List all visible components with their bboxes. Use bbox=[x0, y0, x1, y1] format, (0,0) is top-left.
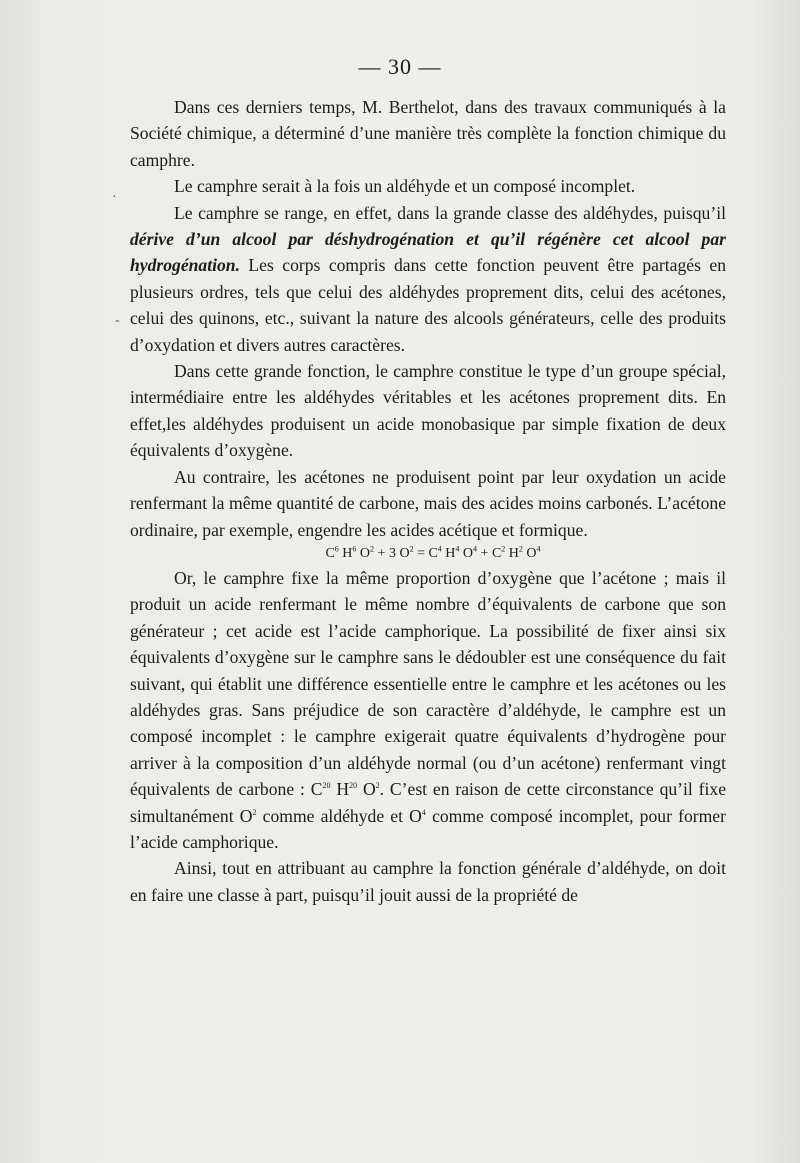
text-segment: O bbox=[459, 545, 474, 561]
superscript: 2 bbox=[501, 544, 506, 554]
paragraph bbox=[130, 855, 726, 908]
text-segment: O bbox=[356, 545, 371, 561]
superscript: 20 bbox=[322, 781, 331, 791]
emphasis-text: dérive d’un alcool par déshydrogénation et qu’il régénère cet alcool par hydrogénation. bbox=[130, 229, 726, 276]
text-segment: . C’est en raison de cette circonstance qu’il fixe simultanément O bbox=[130, 779, 727, 826]
text-segment: H bbox=[505, 545, 519, 561]
text-segment: H bbox=[338, 545, 353, 561]
margin-mark: - bbox=[115, 313, 120, 328]
superscript: 4 bbox=[421, 807, 426, 817]
superscript: 2 bbox=[409, 544, 414, 554]
text-segment: = C bbox=[413, 545, 438, 561]
text-segment: H bbox=[330, 779, 350, 800]
text-segment: C bbox=[325, 545, 335, 561]
text-segment: O bbox=[522, 545, 537, 561]
margin-mark: · bbox=[112, 190, 117, 205]
superscript: 6 bbox=[334, 544, 339, 554]
text-segment: comme composé incomplet, pour former l’acide camphorique. bbox=[130, 805, 726, 852]
paragraph bbox=[130, 94, 726, 173]
superscript: 2 bbox=[370, 544, 375, 554]
text-segment: Or, le camphre fixe la même proportion d’oxygène que l’acétone ; mais il produit un acide renfermant le même nombre d’équivalents de carbone que son générateur ; cet acide est l’acide camphorique. La possibilité de fixer ainsi six équivalents d’oxygène sur le camphre sans le dédoubler est une conséquence du fait suivant, qui établit une différence essentielle entre le camphre et les acétones ou les aldéhydes gras. Sans préjudice de son caractère d’aldéhyde, le camphre est un composé incomplet : le camphre exigerait quatre équivalents d’hydrogène pour arriver à la composition d’un aldéhyde normal (ou d’un acétone) renfermant vingt équivalents de carbone : C bbox=[130, 567, 726, 800]
body-text bbox=[130, 94, 726, 908]
superscript: 20 bbox=[349, 781, 358, 791]
text-segment: Le camphre serait à la fois un aldéhyde et un composé incomplet. bbox=[174, 176, 636, 197]
paragraph bbox=[130, 464, 726, 543]
paragraph bbox=[130, 200, 726, 358]
superscript: 4 bbox=[455, 544, 460, 554]
superscript: 2 bbox=[518, 544, 523, 554]
text-segment: Dans cette grande fonction, le camphre constitue le type d’un groupe spécial, intermédiaire entre les aldéhydes véritables et les acétones proprement dits. En effet,les aldéhydes produisent un acide monobasique par simple fixation de deux équivalents d’oxygène. bbox=[130, 361, 726, 461]
text-segment: O bbox=[357, 779, 376, 800]
paragraph bbox=[130, 173, 726, 199]
text-segment: comme aldéhyde et O bbox=[256, 805, 422, 826]
paragraph bbox=[130, 565, 726, 855]
text-segment: Le camphre se range, en effet, dans la grande classe des aldéhydes, puisqu’il bbox=[174, 202, 726, 223]
text-segment: Les corps compris dans cette fonction peuvent être partagés en plusieurs ordres, tels que celui des aldéhydes proprement dits, celui des acétones, celui des quinons, etc., suivant la nature des alcools générateurs, celle des produits d’oxydation et divers autres caractères. bbox=[130, 255, 726, 355]
text-segment: Au contraire, les acétones ne produisent point par leur oxydation un acide renfermant la même quantité de carbone, mais des acides moins carbonés. L’acétone ordinaire, par exemple, engendre les acides acétique et formique. bbox=[130, 466, 726, 540]
text-segment: Dans ces derniers temps, M. Berthelot, dans des travaux communiqués à la Société chimique, a déterminé d’une manière très complète la fonction chimique du camphre. bbox=[130, 97, 726, 170]
text-segment: + 3 O bbox=[374, 545, 410, 561]
superscript: 6 bbox=[352, 544, 357, 554]
formula bbox=[130, 543, 726, 565]
superscript: 4 bbox=[536, 544, 541, 554]
superscript: 4 bbox=[473, 544, 478, 554]
text-segment: H bbox=[441, 545, 456, 561]
paragraph bbox=[130, 358, 726, 464]
superscript: 2 bbox=[375, 781, 380, 791]
text-segment: Ainsi, tout en attribuant au camphre la fonction générale d’aldéhyde, on doit en faire une classe à part, puisqu’il jouit aussi de la propriété de bbox=[130, 858, 726, 905]
text-segment: + C bbox=[477, 545, 502, 561]
superscript: 2 bbox=[252, 807, 257, 817]
superscript: 4 bbox=[437, 544, 442, 554]
page-number: — 30 — bbox=[358, 54, 442, 79]
